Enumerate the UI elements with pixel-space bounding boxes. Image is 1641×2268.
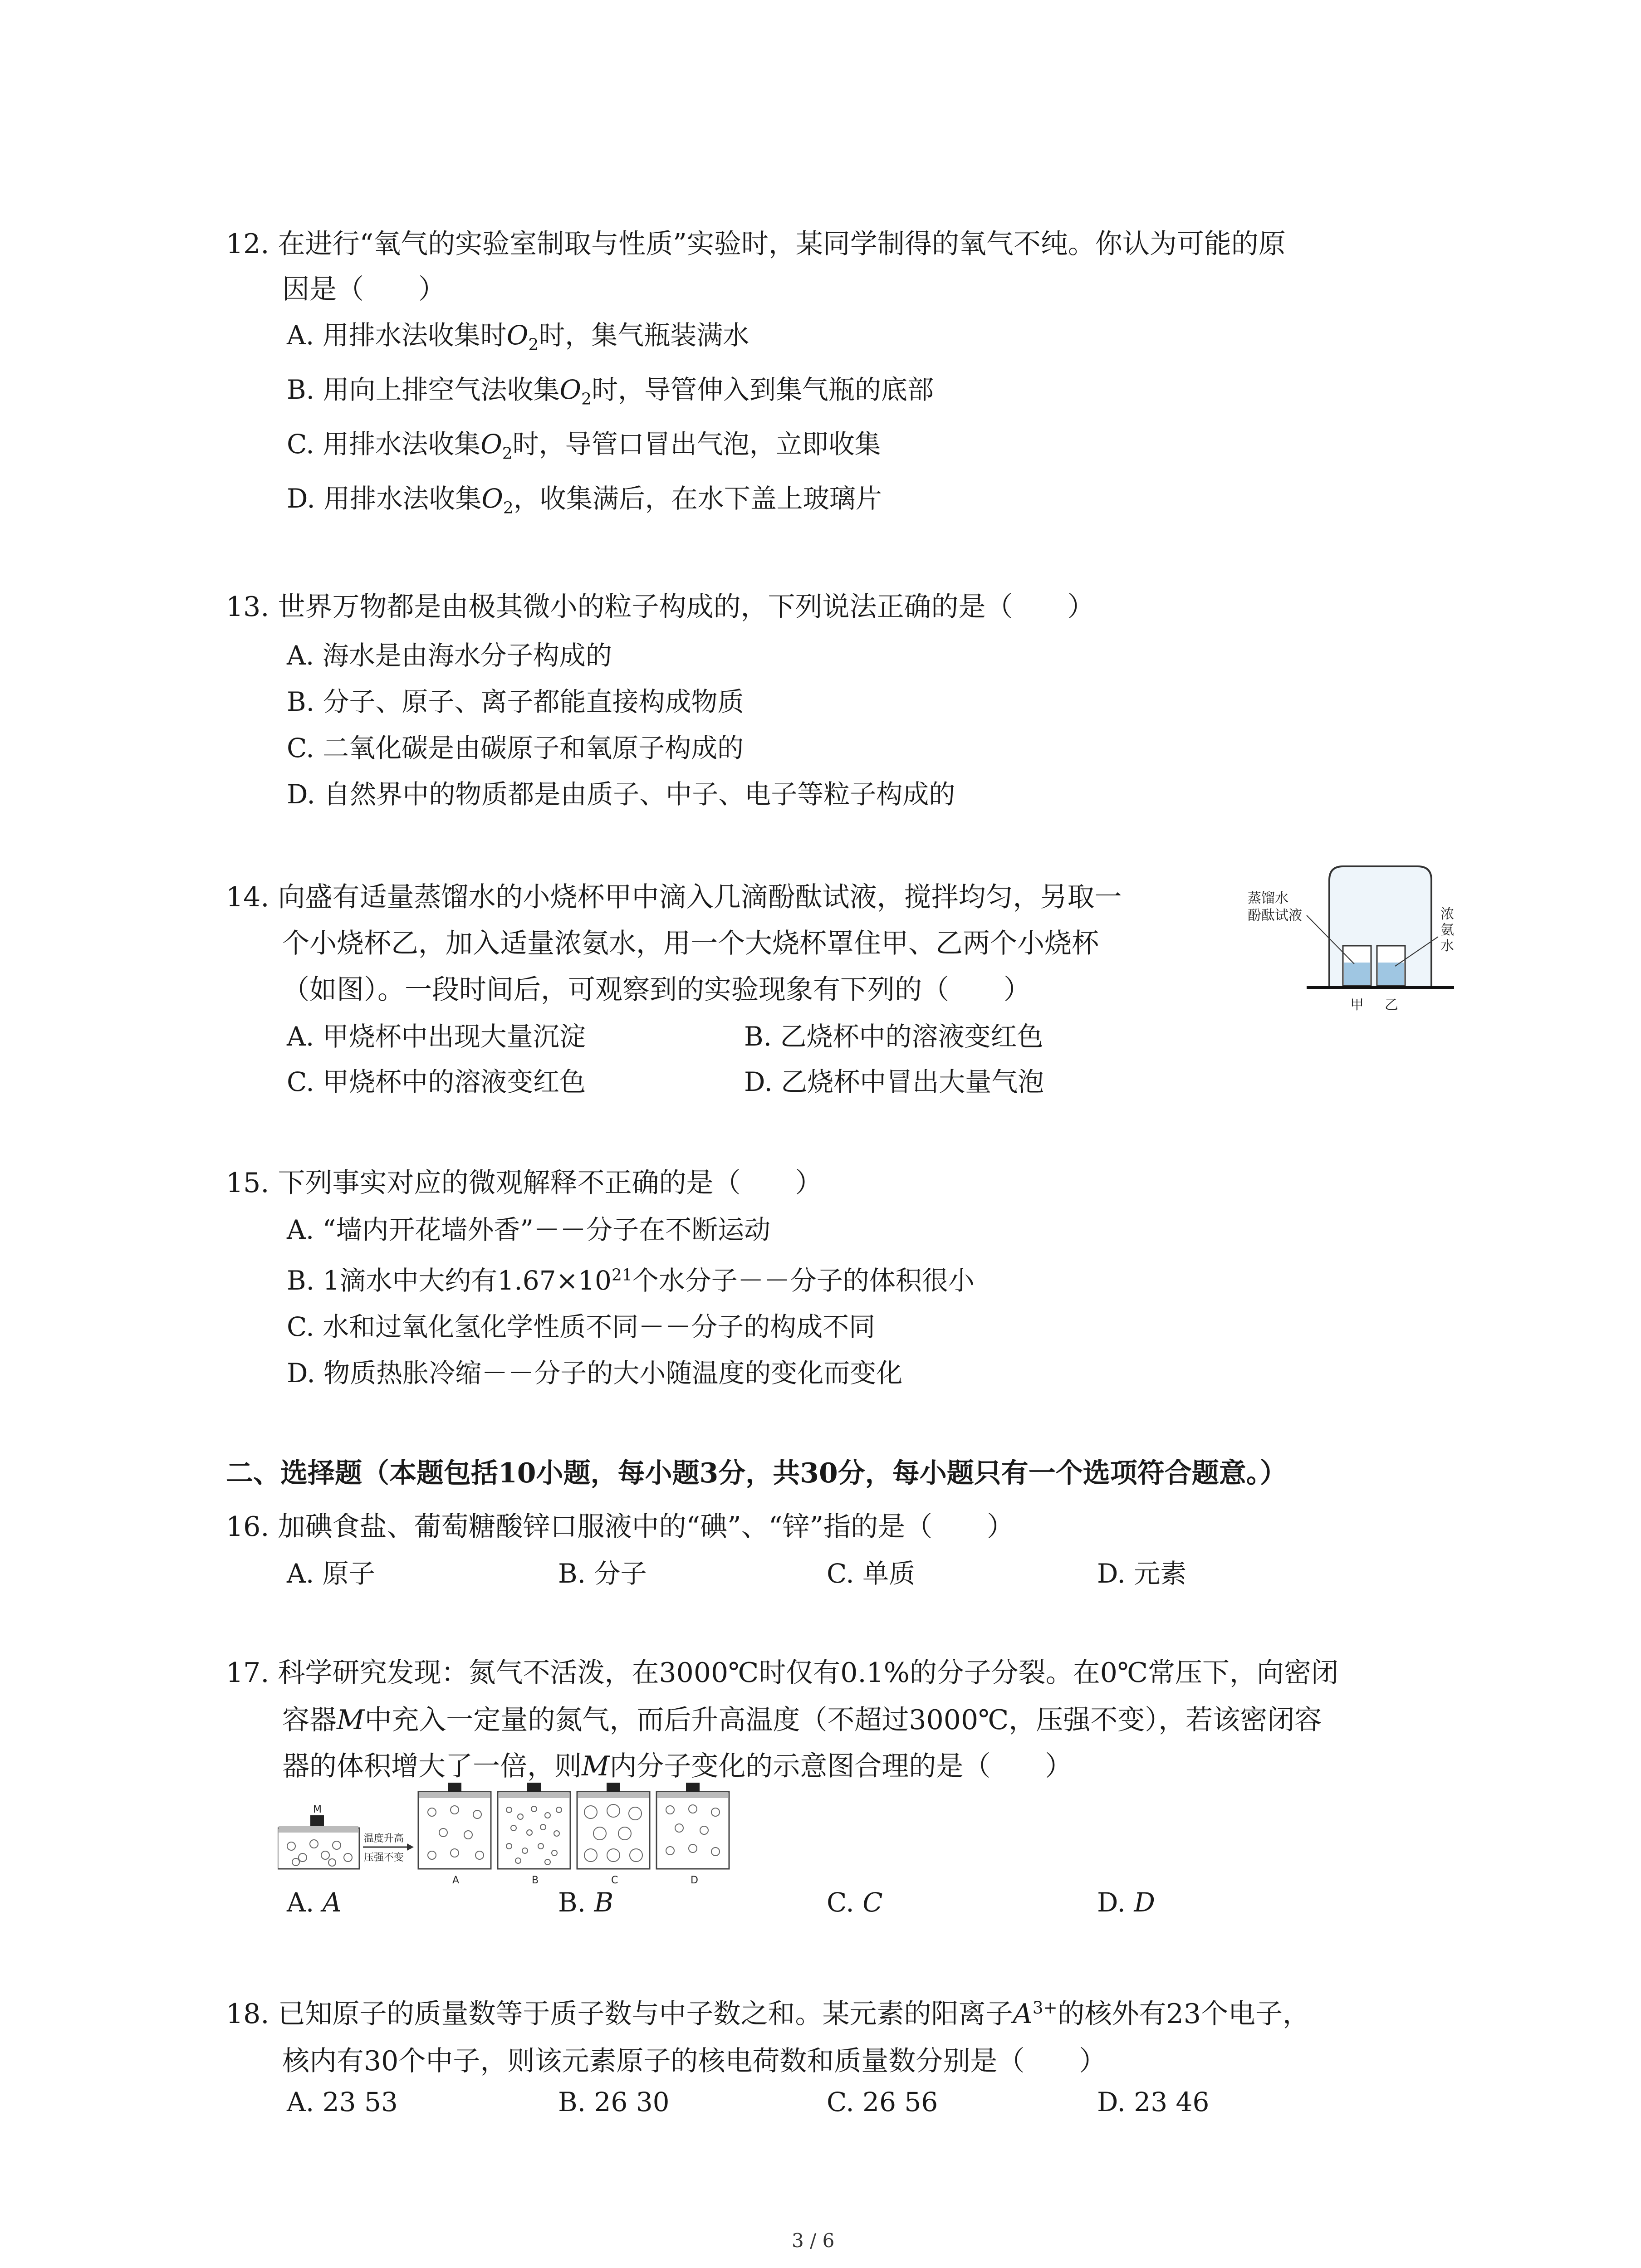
arrow-text-pressure: 压强不变 bbox=[364, 1852, 404, 1863]
label-conc-3: 水 bbox=[1440, 938, 1454, 954]
q14-beaker-figure bbox=[1239, 862, 1456, 1016]
q17-option-a: A. A bbox=[287, 1887, 342, 1918]
label-conc-1: 浓 bbox=[1440, 906, 1454, 922]
heating-arrow bbox=[363, 1833, 414, 1863]
q13-option-d: D. 自然界中的物质都是由质子、中子、电子等粒子构成的 bbox=[287, 779, 955, 810]
q14-stem-line2: 个小烧杯乙，加入适量浓氨水，用一个大烧杯罩住甲、乙两个小烧杯 bbox=[282, 928, 1099, 959]
q17-stem-line3: 器的体积增大了一倍，则M内分子变化的示意图合理的是（ ） bbox=[282, 1750, 1073, 1782]
q17-molecule-figure bbox=[278, 1783, 740, 1887]
page-number: 3 / 6 bbox=[792, 2229, 835, 2252]
q16-option-d: D. 元素 bbox=[1097, 1558, 1187, 1589]
q15-option-d: D. 物质热胀冷缩－－分子的大小随温度的变化而变化 bbox=[287, 1358, 903, 1388]
q14-option-b: B. 乙烧杯中的溶液变红色 bbox=[744, 1021, 1043, 1052]
fig-label-a: A bbox=[452, 1875, 460, 1886]
q14-option-a: A. 甲烧杯中出现大量沉淀 bbox=[287, 1021, 586, 1052]
q12-stem-line2: 因是（ ） bbox=[282, 274, 446, 305]
container-b bbox=[498, 1783, 570, 1869]
q16-option-c: C. 单质 bbox=[827, 1558, 916, 1589]
beaker-yi-liquid bbox=[1378, 963, 1404, 985]
q18-stem-line2: 核内有30个中子，则该元素原子的核电荷数和质量数分别是（ ） bbox=[282, 2045, 1107, 2077]
q12-option-c: C. 用排水法收集$O_2$时，导管口冒出气泡，立即收集 bbox=[287, 429, 881, 463]
section-two-heading: 二、选择题（本题包括10小题，每小题3分，共30分，每小题只有一个选项符合题意。） bbox=[226, 1457, 1287, 1489]
q12-option-d: D. 用排水法收集$O_2$，收集满后，在水下盖上玻璃片 bbox=[287, 483, 882, 518]
label-m: M bbox=[313, 1804, 322, 1815]
q18-option-c: C. 26 56 bbox=[827, 2087, 938, 2117]
q17-option-c: C. C bbox=[827, 1887, 883, 1918]
label-conc-2: 氨 bbox=[1440, 922, 1454, 938]
label-distilled-water: 蒸馏水 bbox=[1248, 890, 1288, 906]
q14-stem-line3: （如图）。一段时间后，可观察到的实验现象有下列的（ ） bbox=[282, 974, 1031, 1006]
q12-option-b: B. 用向上排空气法收集$O_2$时，导管伸入到集气瓶的底部 bbox=[287, 374, 934, 409]
q18-option-d: D. 23 46 bbox=[1097, 2087, 1210, 2117]
q17-option-d: D. D bbox=[1097, 1887, 1155, 1918]
label-phenolphthalein: 酚酞试液 bbox=[1248, 908, 1302, 924]
fig-label-c: C bbox=[611, 1875, 618, 1886]
q16-option-b: B. 分子 bbox=[558, 1558, 647, 1589]
label-yi: 乙 bbox=[1385, 997, 1398, 1013]
q18-option-b: B. 26 30 bbox=[558, 2087, 670, 2117]
q15-option-b: B. 1滴水中大约有$1.67\times 10^{21}$个水分子－－分子的体积很小 bbox=[287, 1265, 975, 1296]
fig-label-d: D bbox=[691, 1875, 698, 1886]
container-m bbox=[278, 1804, 359, 1869]
q17-option-b: B. B bbox=[558, 1887, 614, 1918]
arrow-text-temp: 温度升高 bbox=[364, 1833, 404, 1844]
container-c bbox=[577, 1783, 650, 1869]
q17-stem-line2: 容器M中充入一定量的氮气，而后升高温度（不超过3000℃，压强不变），若该密闭容 bbox=[282, 1704, 1322, 1736]
fig-label-b: B bbox=[532, 1875, 539, 1886]
q12-stem-line1: 12. 在进行“氧气的实验室制取与性质”实验时，某同学制得的氧气不纯。你认为可能的原 bbox=[226, 228, 1286, 260]
q13-option-a: A. 海水是由海水分子构成的 bbox=[287, 640, 612, 671]
q15-stem: 15. 下列事实对应的微观解释不正确的是（ ） bbox=[226, 1167, 823, 1199]
q16-option-a: A. 原子 bbox=[287, 1558, 375, 1589]
label-jia: 甲 bbox=[1350, 997, 1364, 1013]
q15-option-c: C. 水和过氧化氢化学性质不同－－分子的构成不同 bbox=[287, 1311, 876, 1342]
q18-stem-line1: 18. 已知原子的质量数等于质子数与中子数之和。某元素的阳离子$A^{3+}$的核外有23个电子， bbox=[226, 1998, 1310, 2030]
q18-option-a: A. 23 53 bbox=[287, 2087, 398, 2117]
container-a bbox=[418, 1783, 491, 1869]
beaker-jia-liquid bbox=[1344, 963, 1370, 985]
q12-option-a: A. 用排水法收集时$O_2$时，集气瓶装满水 bbox=[287, 320, 749, 354]
q14-option-c: C. 甲烧杯中的溶液变红色 bbox=[287, 1066, 586, 1097]
q15-option-a: A. “墙内开花墙外香”－－分子在不断运动 bbox=[287, 1214, 771, 1245]
q17-stem-line1: 17. 科学研究发现：氮气不活泼，在3000℃时仅有0.1%的分子分裂。在0℃常压下，向密闭 bbox=[226, 1657, 1339, 1689]
q13-option-c: C. 二氧化碳是由碳原子和氧原子构成的 bbox=[287, 733, 744, 763]
q16-stem: 16. 加碘食盐、葡萄糖酸锌口服液中的“碘”、“锌”指的是（ ） bbox=[226, 1511, 1014, 1543]
q14-stem-line1: 14. 向盛有适量蒸馏水的小烧杯甲中滴入几滴酚酞试液，搅拌均匀，另取一 bbox=[226, 881, 1122, 913]
q14-option-d: D. 乙烧杯中冒出大量气泡 bbox=[744, 1066, 1044, 1097]
container-d bbox=[656, 1783, 729, 1869]
q13-stem: 13. 世界万物都是由极其微小的粒子构成的，下列说法正确的是（ ） bbox=[226, 591, 1095, 623]
q13-option-b: B. 分子、原子、离子都能直接构成物质 bbox=[287, 686, 744, 717]
